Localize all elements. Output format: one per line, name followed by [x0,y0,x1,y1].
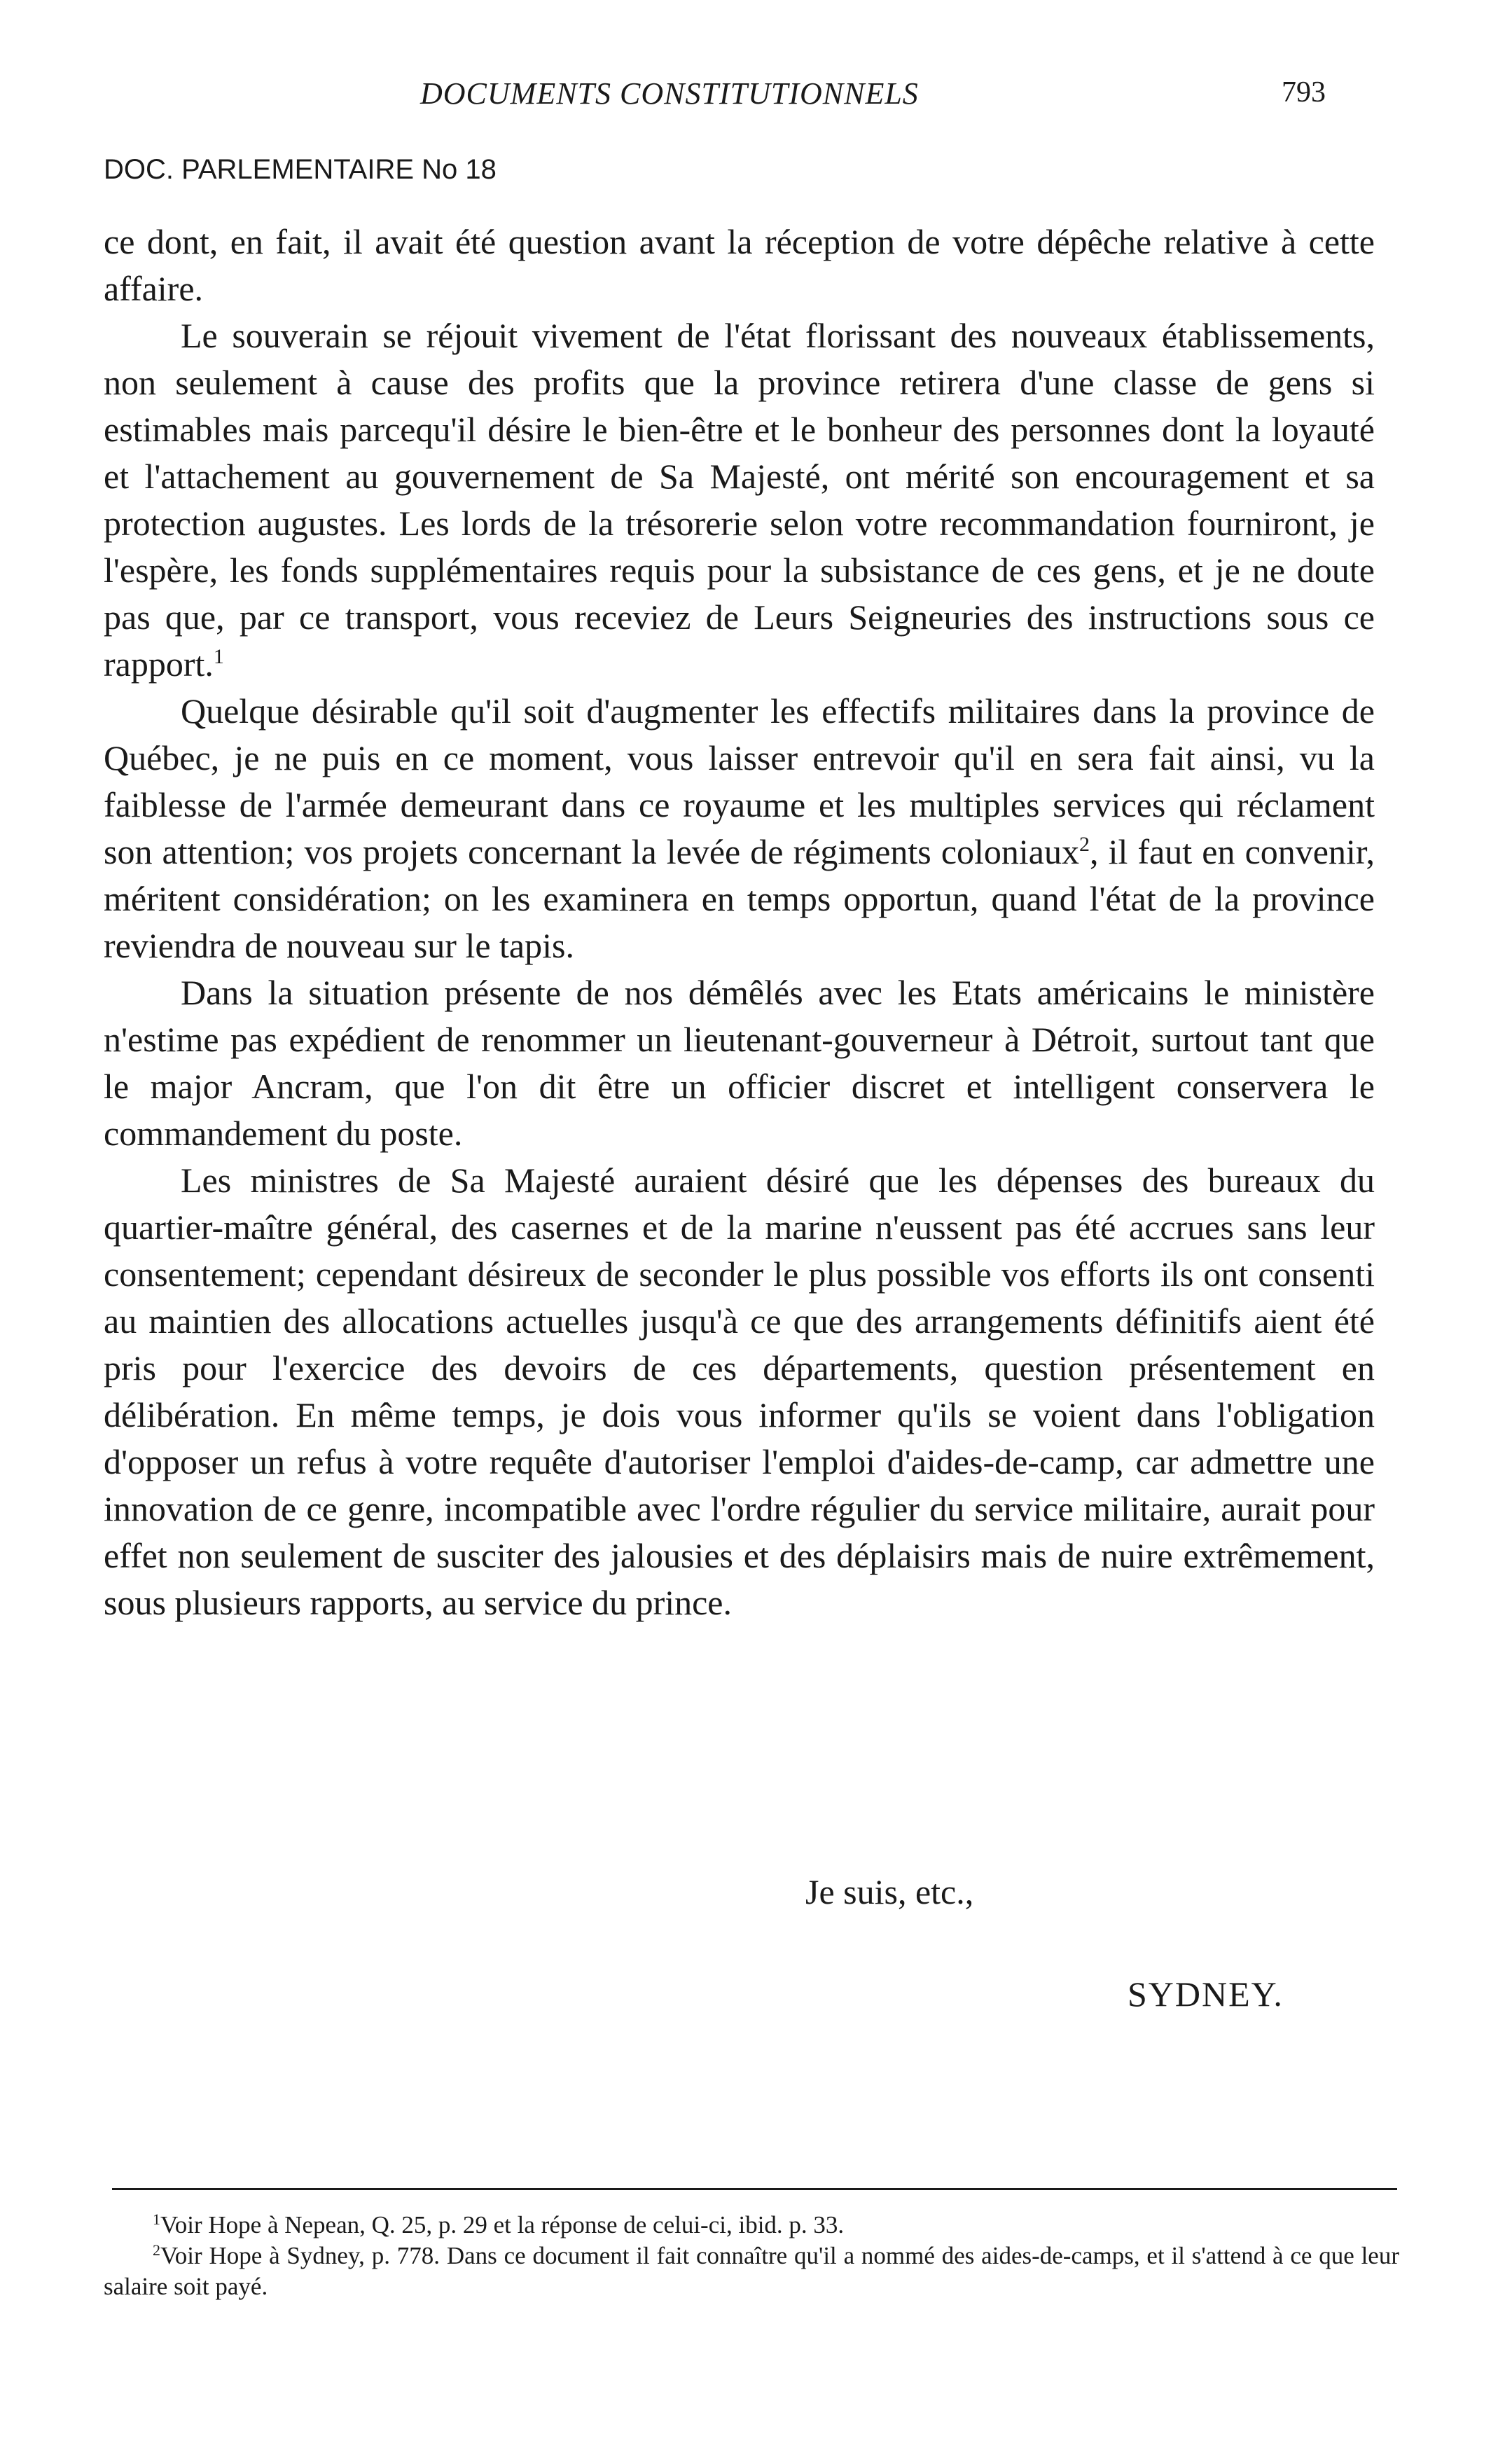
running-title: DOCUMENTS CONSTITUTIONNELS [420,76,919,111]
signature: SYDNEY. [1128,1974,1284,2014]
paragraph-ministers: Les ministres de Sa Majesté auraient désiré que les dépenses des bureaux du quartier-maître général, des casernes et de la marine n'eussent pas été accrues sans leur consentement; cependant désireux de seconder le plus possible vos efforts ils ont consenti au maintien des allocations actuelles jusqu'à ce que des arrangements définitifs aient été pris pour l'exercice des devoirs de ces départements, question présentement en délibération. En même temps, je dois vous informer qu'ils se voient dans l'obligation d'opposer un refus à votre requête d'autoriser l'emploi d'aides-de-camp, car admettre une innovation de ce genre, incompatible avec l'ordre régulier du service militaire, aurait pour effet non seulement de susciter des jalousies et des déplaisirs mais de nuire extrêmement, sous plusieurs rapports, au service du prince. [104,1161,1375,1622]
footnote-ref-2: 2 [1079,833,1090,856]
footnote-divider [112,2188,1397,2190]
letter-body [104,219,1375,1626]
footnote-text: Voir Hope à Sydney, p. 778. Dans ce document il fait connaître qu'il a nommé des aides-de-camps, et il s'attend à ce que leur salaire soit payé. [104,2242,1399,2300]
footnote-marker: 1 [153,2210,160,2228]
paragraph-detroit: Dans la situation présente de nos démêlés avec les Etats américains le ministère n'estime pas expédient de renommer un lieutenant-gouverneur à Détroit, surtout tant que le major Ancram, que l'on dit être un officier discret et intelligent conservera le commandement du poste. [104,973,1375,1153]
footnote-2 [104,2241,1399,2302]
paragraph-military [104,688,1375,969]
paragraph-text: Le souverain se réjouit vivement de l'état florissant des nouveaux établissements, non seulement à cause des profits que la province retirera d'une classe de gens si estimables mais parcequ'il désire le bien-être et le bonheur des personnes dont la loyauté et l'attachement au gouvernement de Sa Majesté, ont mérité son encouragement et sa protection augustes. Les lords de la trésorerie selon votre recommandation fourniront, je l'espère, les fonds supplémentaires requis pour la subsistance de ces gens, et je ne doute pas que, par ce transport, vous receviez de Leurs Seigneuries des instructions sous ce rapport. [104,316,1375,684]
paragraph-text: Quelque désirable qu'il soit d'augmenter les effectifs militaires dans la province de Québec, je ne puis en ce moment, vous laisser entrevoir qu'il en sera fait ainsi, vu la faiblesse de l'armée demeurant dans ce royaume et les multiples services qui réclament son attention; vos projets concernant la levée de régiments coloniaux [104,691,1375,871]
document-reference: DOC. PARLEMENTAIRE No 18 [104,154,497,185]
paragraph-text: , il faut en convenir, méritent considération; on les examinera en temps opportun, quand l'état de la province reviendra de nouveau sur le tapis. [104,832,1375,965]
closing-salutation: Je suis, etc., [805,1872,974,1911]
paragraph-continuation: ce dont, en fait, il avait été question avant la réception de votre dépêche relative à cette affaire. [104,222,1375,308]
footnote-ref-1: 1 [213,645,224,668]
footnotes [104,2210,1399,2302]
footnote-text: Voir Hope à Nepean, Q. 25, p. 29 et la réponse de celui-ci, ibid. p. 33. [160,2211,845,2238]
paragraph-settlements [104,312,1375,688]
footnote-1 [104,2210,1399,2241]
footnote-marker: 2 [153,2241,160,2259]
page-number: 793 [1282,76,1326,109]
